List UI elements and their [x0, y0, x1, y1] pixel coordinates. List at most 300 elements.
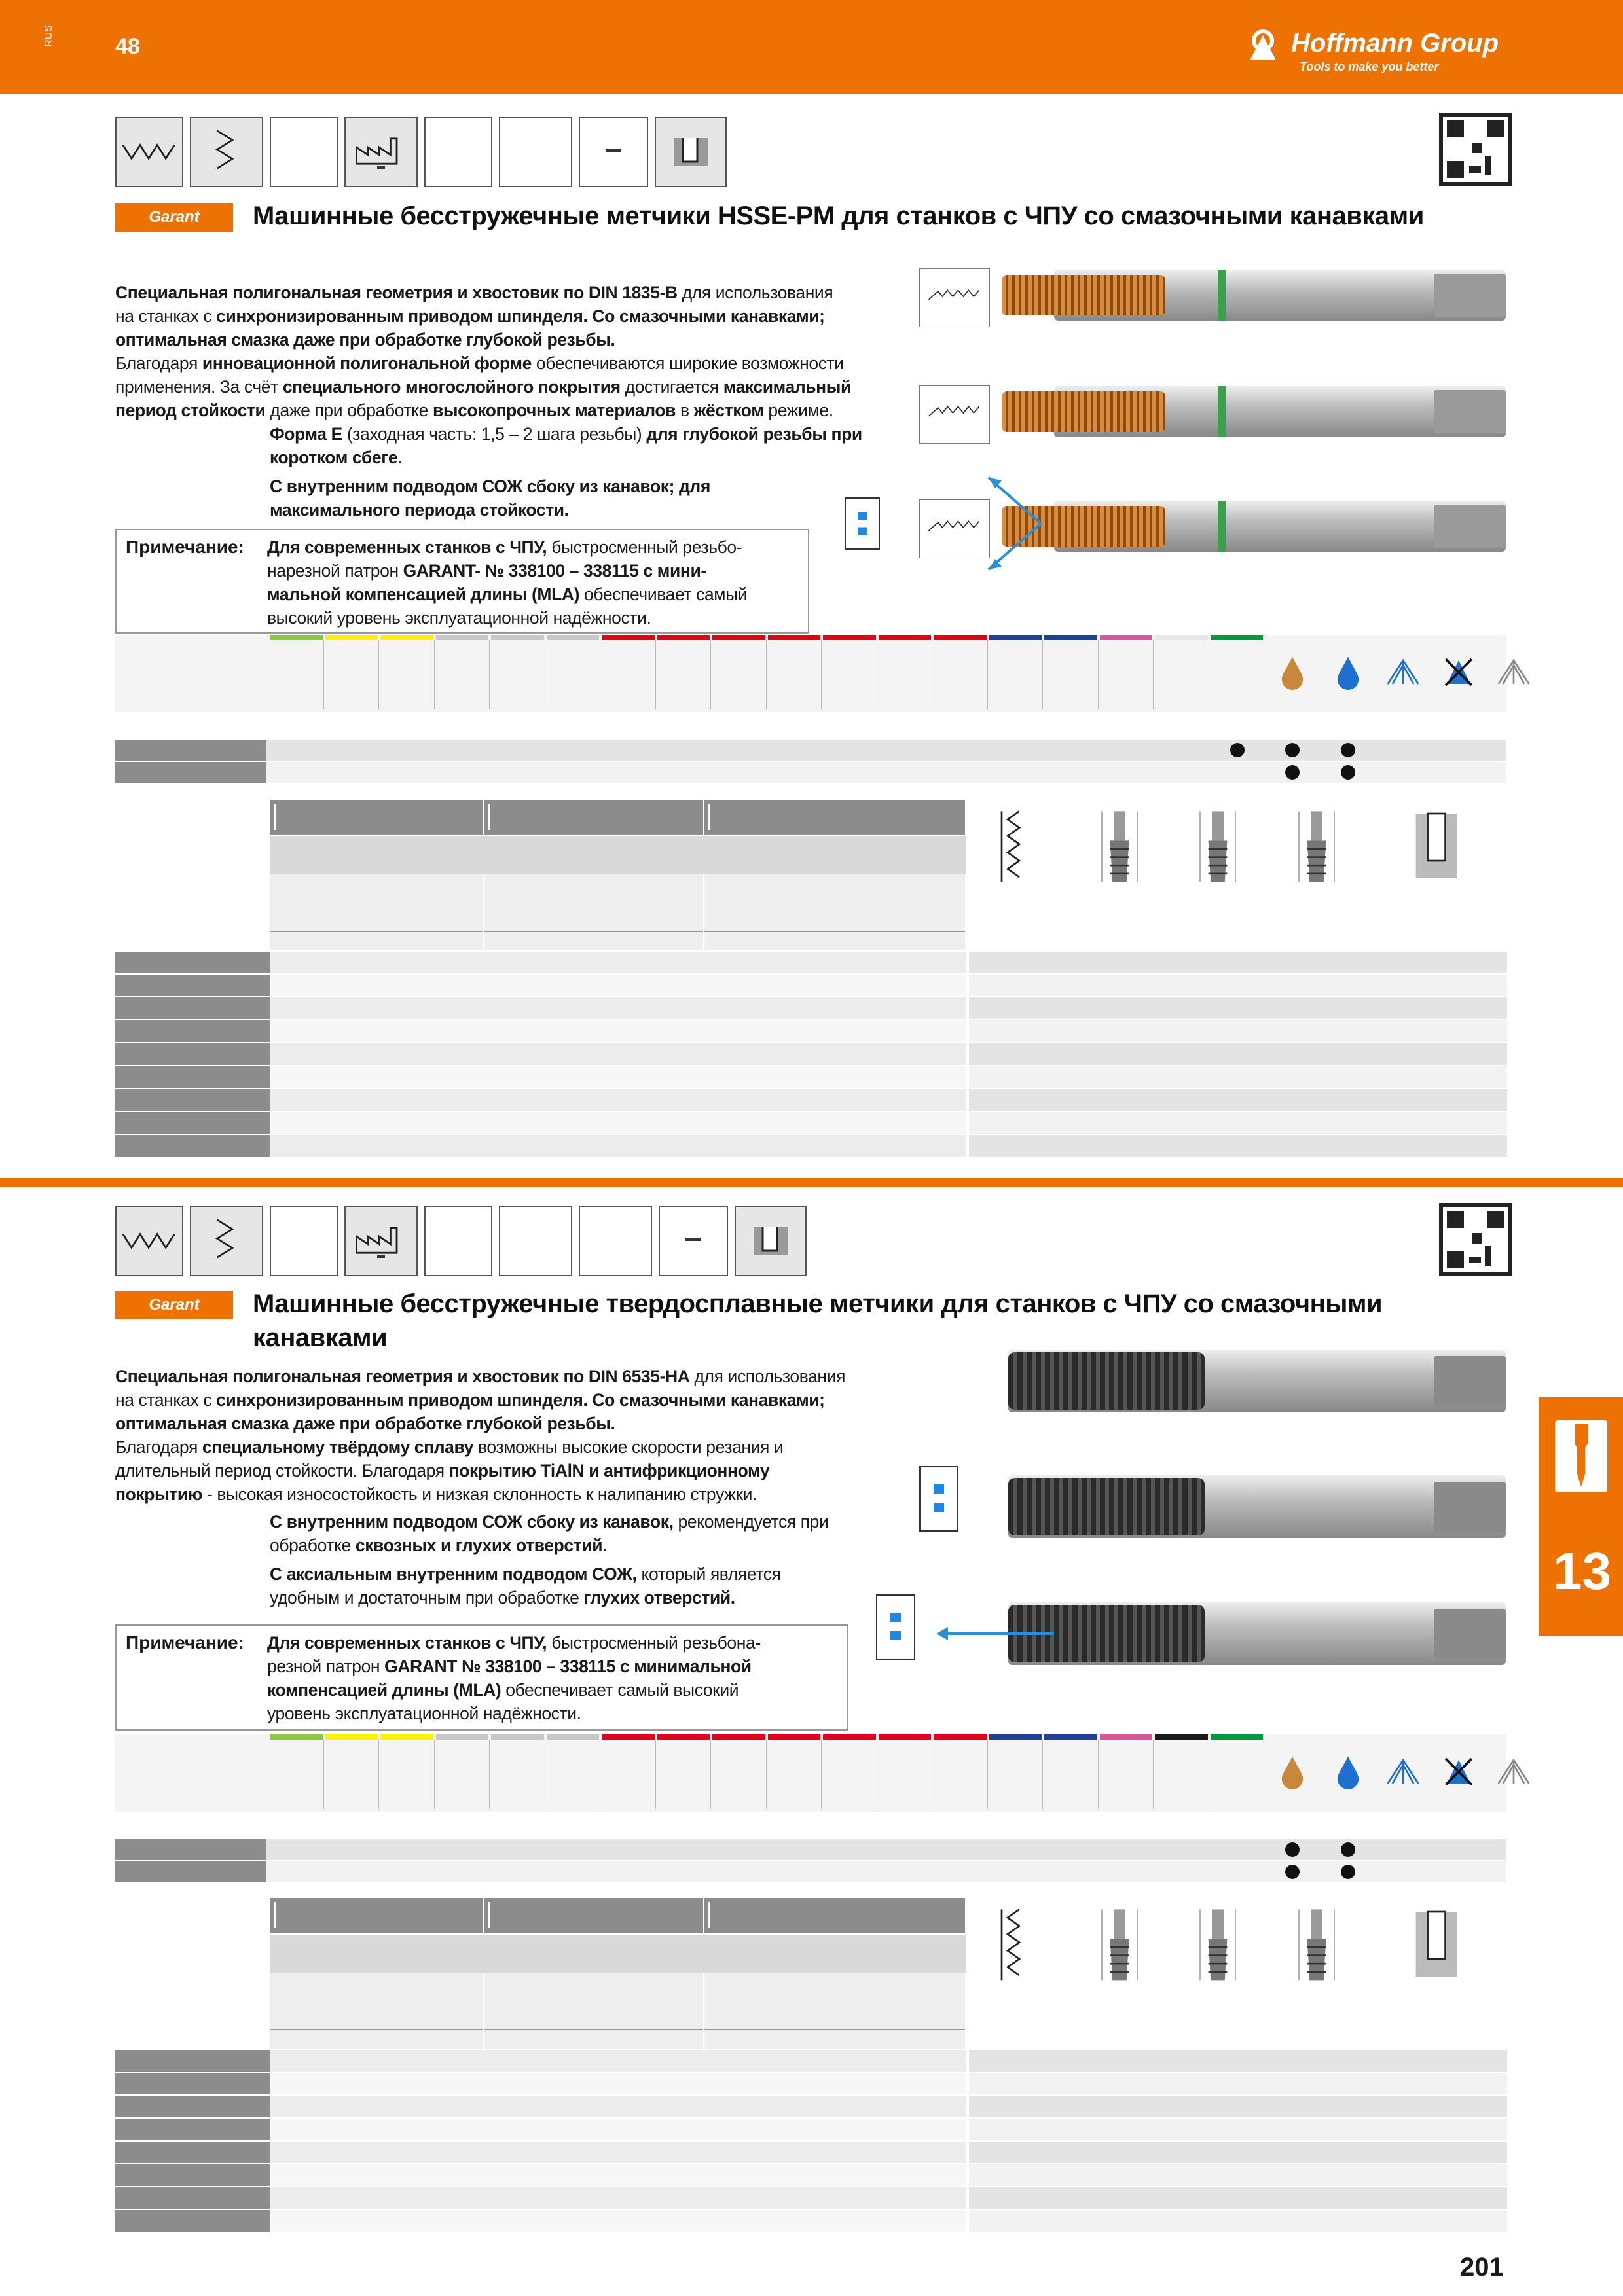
tool-square	[1434, 1609, 1506, 1659]
norm-label	[377, 166, 385, 169]
qr-code-icon[interactable]	[1439, 1203, 1512, 1276]
mql-icon	[1496, 655, 1531, 690]
hole-depth-icon	[671, 135, 710, 168]
size-bg	[115, 1020, 270, 1042]
color-bar	[325, 635, 378, 640]
col-sep	[489, 640, 490, 709]
text-run: - высокая износостойкость и низкая склонность к налипанию стружки.	[202, 1484, 757, 1504]
item-line	[270, 500, 569, 520]
color-bar	[934, 635, 987, 640]
dim-row-bg	[969, 2096, 1507, 2117]
col-sep	[655, 1740, 656, 1809]
coolant-icon	[876, 1594, 915, 1660]
col-sep	[1153, 640, 1154, 709]
text-run: обеспечиваются широкие возможности	[531, 353, 844, 373]
text-run: для глубокой резьбы при	[646, 424, 862, 444]
mql-icon	[1496, 1754, 1531, 1789]
text-run: мальной компенсацией длины (MLA)	[267, 584, 580, 604]
garant-logo: Garant	[115, 1291, 233, 1319]
spray-icon	[1385, 655, 1421, 690]
description-line	[115, 1461, 769, 1481]
size-bg	[115, 2050, 270, 2072]
type-bg	[704, 1973, 965, 2049]
text-run: даже при обработке	[265, 401, 433, 420]
shank-tolerance	[685, 1238, 701, 1241]
col-sep	[1042, 640, 1043, 709]
suitable-dot	[1341, 743, 1355, 757]
col-sep	[821, 640, 822, 709]
form-diagram	[919, 385, 990, 444]
chamfer-icon	[579, 1206, 652, 1276]
type-bg	[484, 874, 703, 950]
note-label: Примечание:	[126, 1632, 244, 1653]
tool-square	[1434, 390, 1506, 433]
dim-row-bg	[969, 2142, 1507, 2163]
code-icon	[274, 804, 284, 830]
text-run: компенсацией длины (MLA)	[267, 1680, 501, 1700]
square-diagram-icon	[1287, 1905, 1346, 1990]
dim-row-bg	[969, 2073, 1507, 2094]
water-drop-icon	[1330, 1754, 1366, 1789]
color-bar	[602, 1734, 655, 1740]
item-line	[270, 1588, 735, 1608]
price-row-bg	[270, 1020, 966, 1042]
item-line	[270, 448, 402, 468]
code-icon	[488, 804, 499, 830]
drill-diameter-icon	[1408, 1905, 1467, 1990]
section2-note	[115, 1624, 848, 1731]
text-run: жёстком	[693, 401, 764, 420]
tool-ring	[1218, 270, 1226, 321]
price-row-bg	[270, 2210, 966, 2232]
col-sep	[434, 1740, 435, 1809]
oil-drop-icon	[1275, 655, 1310, 690]
shank-diagram-icon	[1188, 806, 1247, 891]
text-run: С аксиальным внутренним подводом СОЖ,	[270, 1564, 637, 1584]
code-icon	[708, 804, 719, 830]
text-run: на станках с	[115, 1390, 217, 1410]
price-row-bg	[270, 2096, 966, 2117]
price-row-bg	[270, 1089, 966, 1111]
dim-row-bg	[969, 1043, 1507, 1065]
tool-thread	[1008, 1352, 1205, 1410]
chapter-tab[interactable]	[1539, 1397, 1623, 1636]
coolant-drops	[934, 1475, 944, 1521]
tool-square	[1434, 274, 1506, 317]
top-header-band	[0, 0, 1623, 94]
description-line	[115, 1437, 783, 1458]
description-line	[115, 1367, 845, 1387]
din-icon	[424, 117, 492, 187]
chapter-number: 13	[1553, 1542, 1611, 1600]
factory-icon	[352, 135, 410, 166]
dim-row-bg	[969, 975, 1507, 996]
price-row-bg	[270, 952, 966, 973]
row-label	[115, 1861, 266, 1882]
text-run: .	[397, 448, 403, 467]
dim-row-bg	[969, 1135, 1507, 1157]
text-run: обеспечивает самый высокий	[501, 1680, 739, 1700]
coat-rule	[270, 931, 483, 932]
tool-square	[1434, 505, 1506, 548]
coolant-arrow-icon	[930, 1614, 1061, 1653]
price-row-bg	[270, 2164, 966, 2186]
form-diagram	[919, 268, 990, 327]
chamfer-profile-icon	[922, 403, 985, 418]
code-header-bg	[704, 800, 965, 835]
angle-icon	[215, 1215, 238, 1267]
color-bar	[270, 1734, 323, 1740]
description-line	[115, 377, 851, 397]
dim-row-bg	[969, 2187, 1507, 2209]
color-bar	[1211, 635, 1264, 640]
description-line	[115, 1484, 757, 1505]
code-header-bg	[270, 800, 483, 835]
description-line	[115, 1414, 615, 1434]
section1-title: Машинные бесстружечные метчики HSSE-PM для станков с ЧПУ со смазочными канавками	[253, 202, 1424, 230]
section2-title-line2: канавками	[253, 1323, 388, 1352]
price-row-bg	[270, 2187, 966, 2209]
price-row-bg	[270, 1043, 966, 1065]
code-icon	[708, 1902, 719, 1928]
text-run: режиме.	[763, 401, 833, 420]
angle-icon	[215, 126, 238, 178]
color-bar	[1100, 635, 1153, 640]
hoffmann-logo-icon	[1247, 26, 1286, 62]
factory-icon	[352, 1224, 410, 1255]
col-sep	[821, 1740, 822, 1809]
color-bar	[712, 1734, 765, 1740]
material-icon	[270, 117, 338, 187]
price-row-bg	[270, 2119, 966, 2140]
text-run: коротком сбеге	[270, 448, 398, 467]
color-bar	[989, 1734, 1042, 1740]
shank-diagram-icon	[1188, 1905, 1247, 1990]
left-page-number: 48	[115, 34, 140, 59]
shank-icon	[659, 1206, 728, 1276]
dim-row-bg	[969, 2119, 1507, 2140]
text-run: покрытию	[115, 1484, 202, 1504]
oil-drop-icon	[1275, 1754, 1310, 1789]
chamfer-profile-icon	[922, 286, 985, 302]
pitch-diagram-icon	[990, 806, 1049, 891]
length-diagram-icon	[1090, 806, 1149, 891]
col-sep	[655, 640, 656, 709]
text-run: GARANT № 338100 – 338115 с минимальной	[384, 1657, 752, 1676]
size-bg	[115, 997, 270, 1019]
section-divider	[0, 1178, 1623, 1187]
size-bg	[115, 975, 270, 996]
col-sep	[766, 1740, 767, 1809]
text-run: максимальный	[723, 377, 851, 397]
col-sep	[710, 640, 711, 709]
text-run: высокий уровень эксплуатационной надёжности.	[267, 608, 651, 628]
dim-row-bg	[969, 997, 1507, 1019]
coolant-drops	[890, 1604, 901, 1649]
tolerance-icon	[499, 1206, 572, 1276]
color-bar	[768, 1734, 821, 1740]
size-bg	[115, 2210, 270, 2232]
row-label	[115, 1839, 266, 1860]
color-bar	[491, 1734, 544, 1740]
size-bg	[115, 2096, 270, 2117]
square-diagram-icon	[1287, 806, 1346, 891]
text-run: Форма E	[270, 424, 342, 444]
suitable-dot	[1230, 743, 1245, 757]
color-bar	[1155, 635, 1208, 640]
suitable-dot	[1341, 1842, 1355, 1857]
note-line	[267, 559, 706, 583]
text-run: быстросменный резьбона-	[547, 1633, 761, 1653]
coat-rule	[484, 2029, 703, 2030]
dim-row-bg	[969, 2050, 1507, 2072]
language-code: RUS	[43, 25, 54, 47]
text-run: для использования	[689, 1367, 846, 1386]
dim-row-bg	[969, 1089, 1507, 1111]
text-run: уровень эксплуатационной надёжности.	[267, 1704, 581, 1723]
coolant-arrow-icon	[976, 471, 1106, 576]
color-bar	[436, 635, 489, 640]
suitable-dot	[1341, 765, 1355, 780]
col-sep	[323, 640, 324, 709]
code-icon	[274, 1902, 284, 1928]
color-bar	[1044, 1734, 1097, 1740]
col-sep	[489, 1740, 490, 1809]
size-bg	[115, 2142, 270, 2163]
angle-icon	[190, 117, 263, 187]
din-icon	[424, 1206, 492, 1276]
note-line	[267, 606, 651, 630]
text-run: применения. За счёт	[115, 377, 283, 397]
item-line	[270, 1564, 781, 1585]
dim-row-bg	[969, 1112, 1507, 1134]
text-run: длительный период стойкости. Благодаря	[115, 1461, 449, 1480]
brand-tagline: Tools to make you better	[1300, 60, 1439, 73]
dim-row-bg	[969, 1020, 1507, 1042]
type-bg	[484, 1973, 703, 2049]
material-icon	[270, 1206, 338, 1276]
text-run: на станках с	[115, 306, 217, 326]
color-bar	[879, 635, 932, 640]
code-header-bg	[484, 1898, 703, 1933]
dim-row-bg	[969, 2210, 1507, 2232]
col-sep	[378, 640, 379, 709]
text-run: синхронизированным приводом шпинделя. Со смазочными канавками;	[216, 306, 825, 326]
text-run: максимального периода стойкости.	[270, 500, 569, 520]
code-icon	[488, 1902, 499, 1928]
color-bar	[657, 635, 710, 640]
col-sep	[1098, 1740, 1099, 1809]
water-drop-icon	[1330, 655, 1366, 690]
color-bar	[712, 635, 765, 640]
price-row-bg	[270, 1112, 966, 1134]
color-bar	[380, 635, 433, 640]
depth-icon	[735, 1206, 807, 1276]
coolant-drops	[858, 505, 867, 542]
no-coolant-icon	[1441, 655, 1476, 690]
type-bg	[270, 1973, 483, 2049]
size-bg	[115, 2073, 270, 2094]
norm-icon	[344, 1206, 418, 1276]
size-bg	[115, 952, 270, 973]
text-run: синхронизированным приводом шпинделя. Со смазочными канавками;	[216, 1390, 825, 1410]
hole-depth-icon	[751, 1225, 790, 1257]
text-run: (заходная часть: 1,5 – 2 шага резьбы)	[342, 424, 647, 444]
thread-profile-icon	[122, 1232, 177, 1250]
page-number: 201	[1460, 2253, 1504, 2282]
text-run: обеспечивает самый	[579, 584, 748, 604]
code-header-bg	[484, 800, 703, 835]
price-row-bg	[270, 975, 966, 996]
text-run: специального многослойного покрытия	[282, 377, 621, 397]
col-sep	[1153, 1740, 1154, 1809]
tool-thread	[1002, 275, 1165, 315]
coolant-icon	[845, 497, 880, 550]
text-run: Для современных станков с ЧПУ,	[267, 1633, 547, 1653]
size-bg	[115, 1043, 270, 1065]
text-run: быстросменный резьбо-	[547, 537, 742, 557]
text-run: высокопрочных материалов	[432, 401, 676, 420]
text-run: сквозных и глухих отверстий.	[355, 1535, 608, 1555]
price-row-bg	[270, 2073, 966, 2094]
color-bar	[325, 1734, 378, 1740]
thread-type-icon	[115, 1206, 183, 1276]
text-run: рекомендуется при	[673, 1512, 829, 1532]
description-line	[115, 401, 833, 421]
tolerance-icon	[499, 117, 572, 187]
color-bar	[989, 635, 1042, 640]
item-line	[270, 1512, 828, 1532]
col-sep	[323, 1740, 324, 1809]
note-line	[267, 1655, 752, 1678]
note-line	[267, 1678, 739, 1702]
price-row-bg	[270, 2142, 966, 2163]
text-run: удобным и достаточным при обработке	[270, 1588, 584, 1607]
shank-tolerance	[606, 149, 621, 152]
text-run: GARANT- № 338100 – 338115 с мини-	[403, 561, 706, 581]
col-sep	[987, 1740, 988, 1809]
text-run: в	[676, 401, 694, 420]
suitable-dot	[1341, 1865, 1355, 1879]
length-diagram-icon	[1090, 1905, 1149, 1990]
color-bar	[602, 635, 655, 640]
thread-profile-icon	[122, 143, 177, 161]
text-run: оптимальная смазка даже при обработке глубокой резьбы.	[115, 1414, 615, 1433]
size-bg	[115, 2187, 270, 2209]
no-coolant-icon	[1441, 1754, 1476, 1789]
tool-ring	[1218, 501, 1226, 552]
brand-name: Hoffmann Group	[1291, 29, 1499, 58]
col-sep	[1098, 640, 1099, 709]
desc-bg	[270, 1935, 966, 1973]
text-run: Благодаря	[115, 1437, 202, 1457]
text-run: Специальная полигональная геометрия и хвостовик по DIN 1835-B	[115, 283, 678, 302]
qr-code-icon[interactable]	[1439, 113, 1512, 186]
code-header-bg	[270, 1898, 483, 1933]
note-line	[267, 583, 747, 606]
tool-square	[1434, 1482, 1506, 1532]
color-bar	[768, 635, 821, 640]
text-run: период стойкости	[115, 401, 266, 420]
description-line	[115, 1390, 825, 1410]
color-bar	[380, 1734, 433, 1740]
price-row-bg	[270, 1066, 966, 1088]
size-bg	[115, 2164, 270, 2186]
thread-type-icon	[115, 117, 183, 187]
garant-logo: Garant	[115, 203, 233, 232]
tool-square	[1434, 1356, 1506, 1406]
size-bg	[115, 1089, 270, 1111]
text-run: Для современных станков с ЧПУ,	[267, 537, 547, 557]
tool-thread	[1008, 1478, 1205, 1535]
col-sep	[434, 640, 435, 709]
coat-rule	[704, 931, 965, 932]
type-bg	[270, 874, 483, 950]
size-bg	[115, 1112, 270, 1134]
coat-rule	[704, 2029, 965, 2030]
norm-icon	[344, 117, 418, 187]
dim-row-bg	[969, 952, 1507, 973]
text-run: инновационной полигональной форме	[202, 353, 532, 373]
text-run: обработке	[270, 1535, 356, 1555]
row-label	[115, 740, 266, 761]
color-bar	[1155, 1734, 1208, 1740]
text-run: нарезной патрон	[267, 561, 403, 581]
col-sep	[987, 640, 988, 709]
spray-icon	[1385, 1754, 1421, 1789]
description-line	[115, 306, 825, 327]
section1-note	[115, 529, 809, 634]
col-sep	[710, 1740, 711, 1809]
color-bar	[270, 635, 323, 640]
text-run: возможны высокие скорости резания и	[473, 1437, 784, 1457]
description-line	[115, 283, 833, 303]
item-line	[270, 424, 862, 444]
desc-bg	[270, 836, 966, 874]
text-run: который является	[636, 1564, 781, 1584]
price-row-bg	[270, 2050, 966, 2072]
price-row-bg	[270, 1135, 966, 1157]
size-bg	[115, 1135, 270, 1157]
col-sep	[1042, 1740, 1043, 1809]
type-bg	[704, 874, 965, 950]
col-sep	[378, 1740, 379, 1809]
text-run: Специальная полигональная геометрия и хвостовик по DIN 6535-HA	[115, 1367, 690, 1386]
norm-label	[377, 1255, 385, 1258]
text-run: С внутренним подводом СОЖ сбоку из канавок,	[270, 1512, 674, 1532]
dim-row-bg	[969, 2164, 1507, 2186]
text-run: специальному твёрдому сплаву	[202, 1437, 474, 1457]
text-run: глухих отверстий.	[583, 1588, 735, 1607]
color-bar	[823, 635, 876, 640]
row-label	[115, 762, 266, 783]
drill-diameter-icon	[1408, 806, 1467, 891]
code-header-bg	[704, 1898, 965, 1933]
color-bar	[823, 1734, 876, 1740]
item-line	[270, 476, 710, 497]
coolant-icon	[919, 1466, 958, 1532]
text-run: оптимальная смазка даже при обработке глубокой резьбы.	[115, 330, 615, 350]
tap-tool-icon	[1555, 1420, 1607, 1492]
size-bg	[115, 2119, 270, 2140]
color-bar	[1044, 635, 1097, 640]
color-bar	[491, 635, 544, 640]
color-bar	[657, 1734, 710, 1740]
description-line	[115, 330, 615, 350]
dim-row-bg	[969, 1066, 1507, 1088]
angle-icon	[190, 1206, 263, 1276]
note-line	[267, 535, 742, 559]
